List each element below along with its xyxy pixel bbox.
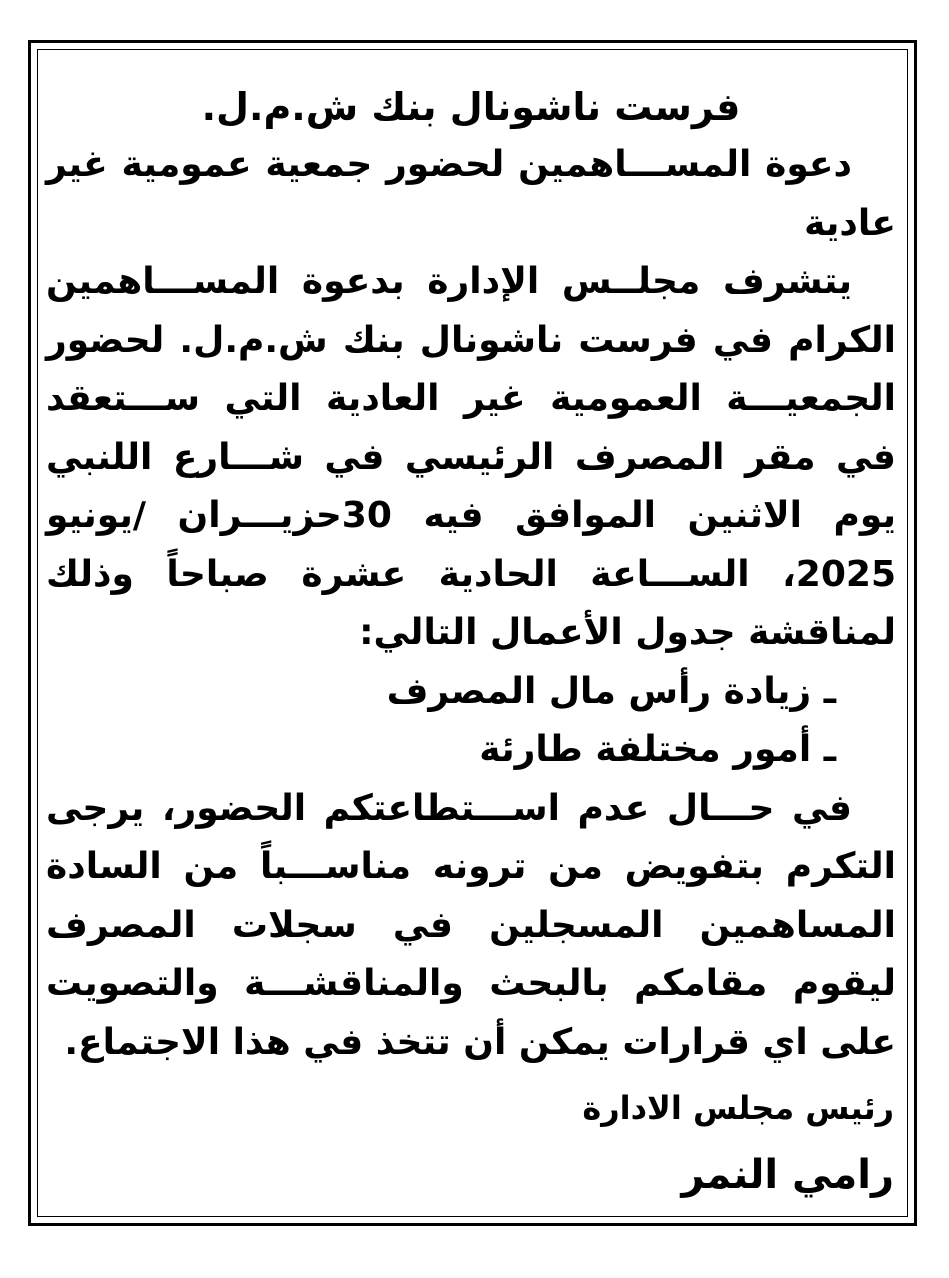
- announcement: [46, 58, 896, 1200]
- agenda-item: ـ زيادة رأس مال المصرف: [386, 670, 836, 712]
- invitation-heading: دعوة المســـاهمين لحضور جمعية عمومية غير عادية: [46, 144, 896, 244]
- signature-name: رامي النمر: [681, 1152, 894, 1198]
- invitation-body: يتشرف مجلــس الإدارة بدعوة المســـاهمين الكرام في فرست ناشونال بنك ش.م.ل. لحضور الجمعيـــة العمومية غير العادية التي ســـتعقد في مقر المصرف الرئيسي في شـــارع اللنبي يوم الاثنين الموافق فيه 30حزيـــران /يونيو 2025، الســـاعة الحادية عشرة صباحاً وذلك لمناقشة جدول الأعمال التالي:: [46, 261, 896, 653]
- bank-title: فرست ناشونال بنك ش.م.ل.: [201, 85, 741, 129]
- agenda-list: [46, 663, 896, 780]
- signature-role: رئيس مجلس الادارة: [582, 1089, 894, 1127]
- proxy-paragraph: في حـــال عدم اســـتطاعتكم الحضور، يرجى التكرم بتفويض من ترونه مناســـباً من السادة المساهمين المسجلين في سجلات المصرف ليقوم مقامكم بالبحث والمناقشـــة والتصويت على اي قرارات يمكن أن تتخذ في هذا الاجتماع.: [46, 787, 896, 1063]
- agenda-item: ـ أمور مختلفة طارئة: [479, 729, 836, 770]
